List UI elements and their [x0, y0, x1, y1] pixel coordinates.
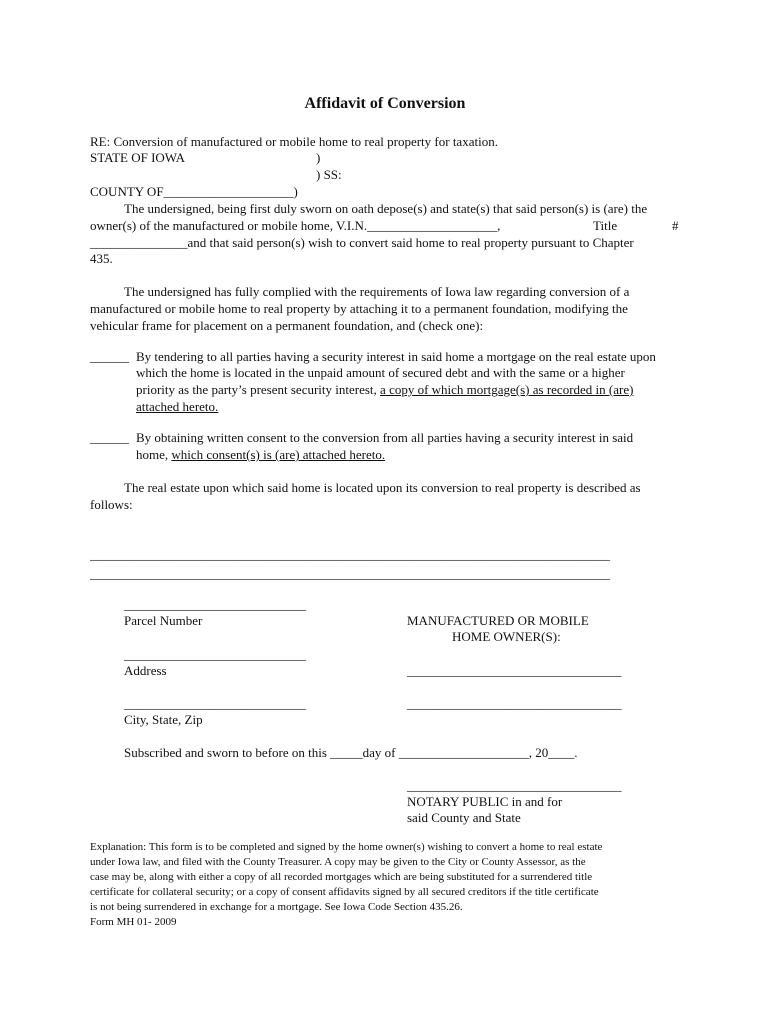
- option1-line1: By tendering to all parties having a security interest in said home a mortgage on the real estate upon: [136, 349, 656, 364]
- para3-line2: follows:: [90, 497, 133, 512]
- para1-line3: _______________and that said person(s) wish to convert said home to real property pursuant to Chapter: [90, 235, 634, 250]
- para3-line1: The real estate upon which said home is located upon its conversion to real property is described as: [124, 480, 641, 495]
- explanation-line1: Explanation: This form is to be completed and signed by the home owner(s) wishing to convert a home to real estate: [90, 841, 603, 853]
- option2-line1: By obtaining written consent to the conversion from all parties having a security interest in said: [136, 430, 634, 445]
- para1-line2: owner(s) of the manufactured or mobile home, V.I.N.____________________,: [90, 218, 501, 233]
- sworn-statement[interactable]: Subscribed and sworn to before on this _____day of ____________________, 20____.: [124, 745, 578, 760]
- city-state-zip-line[interactable]: ____________________________: [124, 696, 306, 711]
- explanation-line2: under Iowa law, and filed with the County Treasurer. A copy may be given to the City or County Assessor, as the: [90, 856, 586, 868]
- notary-signature-line[interactable]: _________________________________: [407, 778, 622, 793]
- owner-signature-line-1[interactable]: _________________________________: [407, 663, 622, 678]
- notary-label-line2: said County and State: [407, 810, 521, 825]
- para1-line4: 435.: [90, 251, 113, 266]
- venue-state: STATE OF IOWA: [90, 150, 186, 165]
- para1-line1: The undersigned, being first duly sworn on oath depose(s) and state(s) that said person(s) is (are) the: [124, 201, 648, 216]
- re-line: RE: Conversion of manufactured or mobile home to real property for taxation.: [90, 134, 498, 149]
- option1-line3-underlined: a copy of which mortgage(s) as recorded in (are): [380, 382, 634, 397]
- option1-line3-text: priority as the party’s present security interest,: [136, 382, 377, 397]
- description-line-1[interactable]: ________________________________________________________________________________: [90, 547, 610, 562]
- explanation-line5: is not being surrendered in exchange for a mortgage. See Iowa Code Section 435.26.: [90, 901, 463, 913]
- venue-county: COUNTY OF____________________): [90, 184, 298, 199]
- option1-line2: which the home is located in the unpaid amount of secured debt and with the same or a higher: [136, 365, 625, 380]
- venue-ss: ) SS:: [316, 167, 342, 182]
- owner-heading-line2: HOME OWNER(S):: [452, 629, 561, 644]
- para2-line1: The undersigned has fully complied with the requirements of Iowa law regarding conversion of a: [124, 284, 630, 299]
- option2-checkbox-blank[interactable]: ______: [90, 430, 129, 445]
- owner-signature-line-2[interactable]: _________________________________: [407, 696, 622, 711]
- explanation-line4: certificate for collateral security; or a copy of consent affidavits signed by all secured creditors if the title certificate: [90, 886, 599, 898]
- explanation-line3: case may be, along with either a copy of all recorded mortgages which are being substituted for a surrendered title: [90, 871, 593, 883]
- option2-line2: [136, 447, 385, 463]
- document-title: Affidavit of Conversion: [304, 95, 466, 112]
- city-state-zip-label: City, State, Zip: [124, 712, 203, 727]
- option2-line2-text: home,: [136, 447, 169, 462]
- address-line[interactable]: ____________________________: [124, 647, 306, 662]
- notary-label-line1: NOTARY PUBLIC in and for: [407, 794, 563, 809]
- para2-line3: vehicular frame for placement on a permanent foundation, and (check one):: [90, 318, 484, 333]
- para1-title-label: Title: [593, 218, 618, 233]
- address-label: Address: [124, 663, 167, 678]
- option2-line2-underlined: which consent(s) is (are) attached hereto.: [171, 447, 386, 462]
- parcel-number-label: Parcel Number: [124, 613, 203, 628]
- option1-checkbox-blank[interactable]: ______: [90, 349, 129, 364]
- description-line-2[interactable]: ________________________________________________________________________________: [90, 566, 610, 581]
- para1-hash: #: [672, 218, 679, 233]
- form-number: Form MH 01- 2009: [90, 916, 177, 928]
- para2-line2: manufactured or mobile home to real property by attaching it to a permanent foundation, modifying the: [90, 301, 628, 316]
- owner-heading-line1: MANUFACTURED OR MOBILE: [407, 613, 589, 628]
- venue-paren-1: ): [316, 150, 321, 165]
- parcel-number-line[interactable]: ____________________________: [124, 597, 306, 612]
- option1-line4: attached hereto.: [136, 399, 219, 414]
- option1-line3: [136, 382, 633, 398]
